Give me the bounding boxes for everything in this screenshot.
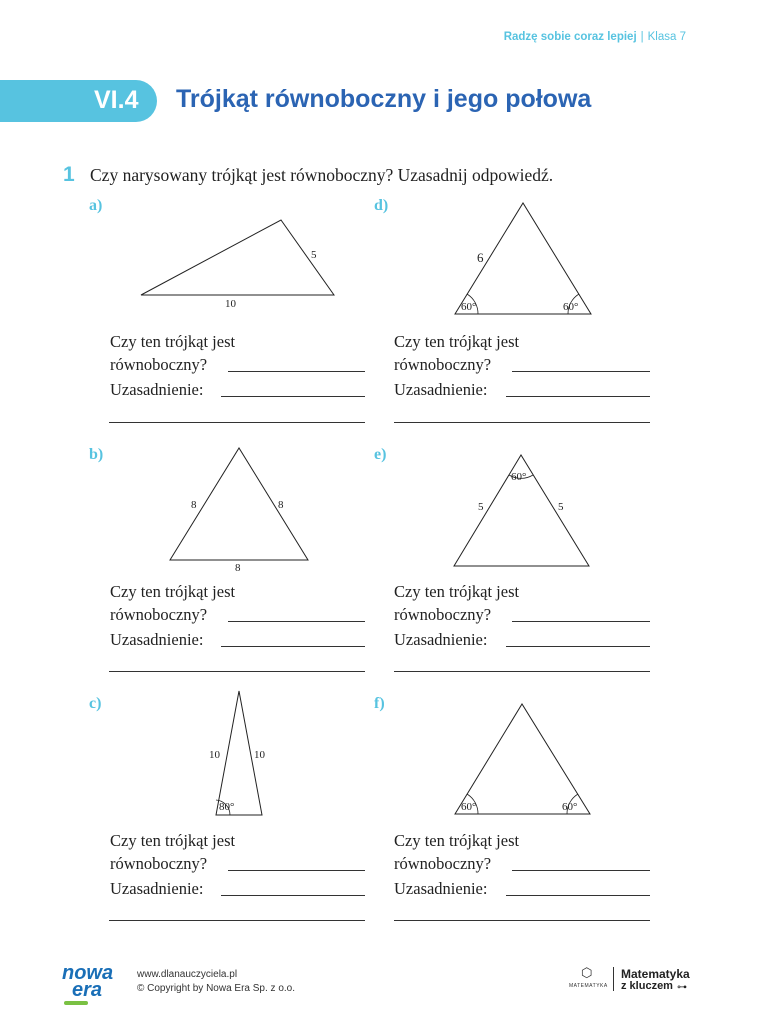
question-b-line2: równoboczny? — [110, 605, 208, 624]
series-name: Radzę sobie coraz lepiej — [503, 31, 637, 43]
triangle-e-top-angle-label: 60° — [511, 471, 527, 483]
item-label-a: a) — [89, 197, 103, 214]
answer-f-justification-cont[interactable] — [394, 920, 650, 921]
answer-f-yesno[interactable] — [512, 870, 650, 871]
triangle-f-left-angle-label: 60° — [461, 801, 477, 813]
question-e-line2: równoboczny? — [394, 605, 492, 624]
answer-f-justification[interactable] — [506, 895, 650, 896]
question-f-line2: równoboczny? — [394, 854, 492, 873]
item-label-e: e) — [374, 446, 387, 463]
task-instruction: Czy narysowany trójkąt jest równoboczny? Uzasadnij odpowiedź. — [90, 165, 554, 185]
triangle-b-right-label: 8 — [278, 499, 284, 511]
logo-word-nowa: nowa — [62, 962, 114, 984]
brand-line1: Matematyka — [621, 967, 690, 981]
item-label-f: f) — [374, 695, 385, 712]
question-b-line1: Czy ten trójkąt jest — [110, 582, 236, 601]
footer-url[interactable]: www.dlanauczyciela.pl — [137, 969, 238, 980]
justification-a-label: Uzasadnienie: — [110, 380, 204, 399]
logo-word-era: era — [72, 979, 103, 1001]
question-c-line2: równoboczny? — [110, 854, 208, 873]
triangle-d-right-angle-label: 60° — [563, 301, 579, 313]
header-separator: | — [640, 31, 644, 43]
triangle-f-shape — [455, 704, 590, 814]
question-e-line1: Czy ten trójkąt jest — [394, 582, 520, 601]
item-label-b: b) — [89, 446, 104, 463]
triangle-c-right-label: 10 — [254, 749, 265, 761]
question-a-line2: równoboczny? — [110, 355, 208, 374]
key-icon: ⊶ — [677, 982, 687, 993]
question-a-line1: Czy ten trójkąt jest — [110, 332, 236, 351]
triangle-f-right-angle-label: 60° — [562, 801, 578, 813]
justification-f-label: Uzasadnienie: — [394, 879, 488, 898]
triangle-c-angle-label: 80° — [219, 801, 235, 813]
triangle-c-left-label: 10 — [209, 749, 220, 761]
question-d-line2: równoboczny? — [394, 355, 492, 374]
brand-line2: z kluczem — [621, 980, 673, 992]
section-number: VI.4 — [94, 86, 139, 114]
item-label-c: c) — [89, 695, 102, 712]
brand-small-text: MATEMATYKA — [569, 983, 608, 989]
triangle-b-base-label: 8 — [235, 562, 241, 574]
triangle-b-left-label: 8 — [191, 499, 197, 511]
footer-copyright: © Copyright by Nowa Era Sp. z o.o. — [137, 983, 295, 994]
question-d-line1: Czy ten trójkąt jest — [394, 332, 520, 351]
justification-c-label: Uzasadnienie: — [110, 879, 204, 898]
question-c-line1: Czy ten trójkąt jest — [110, 831, 236, 850]
item-label-d: d) — [374, 197, 389, 214]
logo-swoosh — [64, 1001, 88, 1005]
triangle-a-base-label: 10 — [225, 298, 236, 310]
nowa-era-logo — [62, 963, 118, 1003]
triangle-d-left-angle-label: 60° — [461, 301, 477, 313]
question-f-line1: Czy ten trójkąt jest — [394, 831, 520, 850]
section-title: Trójkąt równoboczny i jego połowa — [176, 85, 592, 113]
justification-b-label: Uzasadnienie: — [110, 630, 204, 649]
cube-icon: ⬡ — [581, 965, 593, 980]
justification-e-label: Uzasadnienie: — [394, 630, 488, 649]
justification-d-label: Uzasadnienie: — [394, 380, 488, 399]
triangle-e-left-label: 5 — [478, 501, 484, 513]
task-number: 1 — [63, 163, 75, 186]
grade-label: Klasa 7 — [647, 31, 686, 43]
triangle-e-right-label: 5 — [558, 501, 564, 513]
triangle-d-side-label: 6 — [477, 250, 484, 265]
triangle-a-side-label: 5 — [311, 249, 317, 261]
brand-divider — [613, 967, 614, 991]
